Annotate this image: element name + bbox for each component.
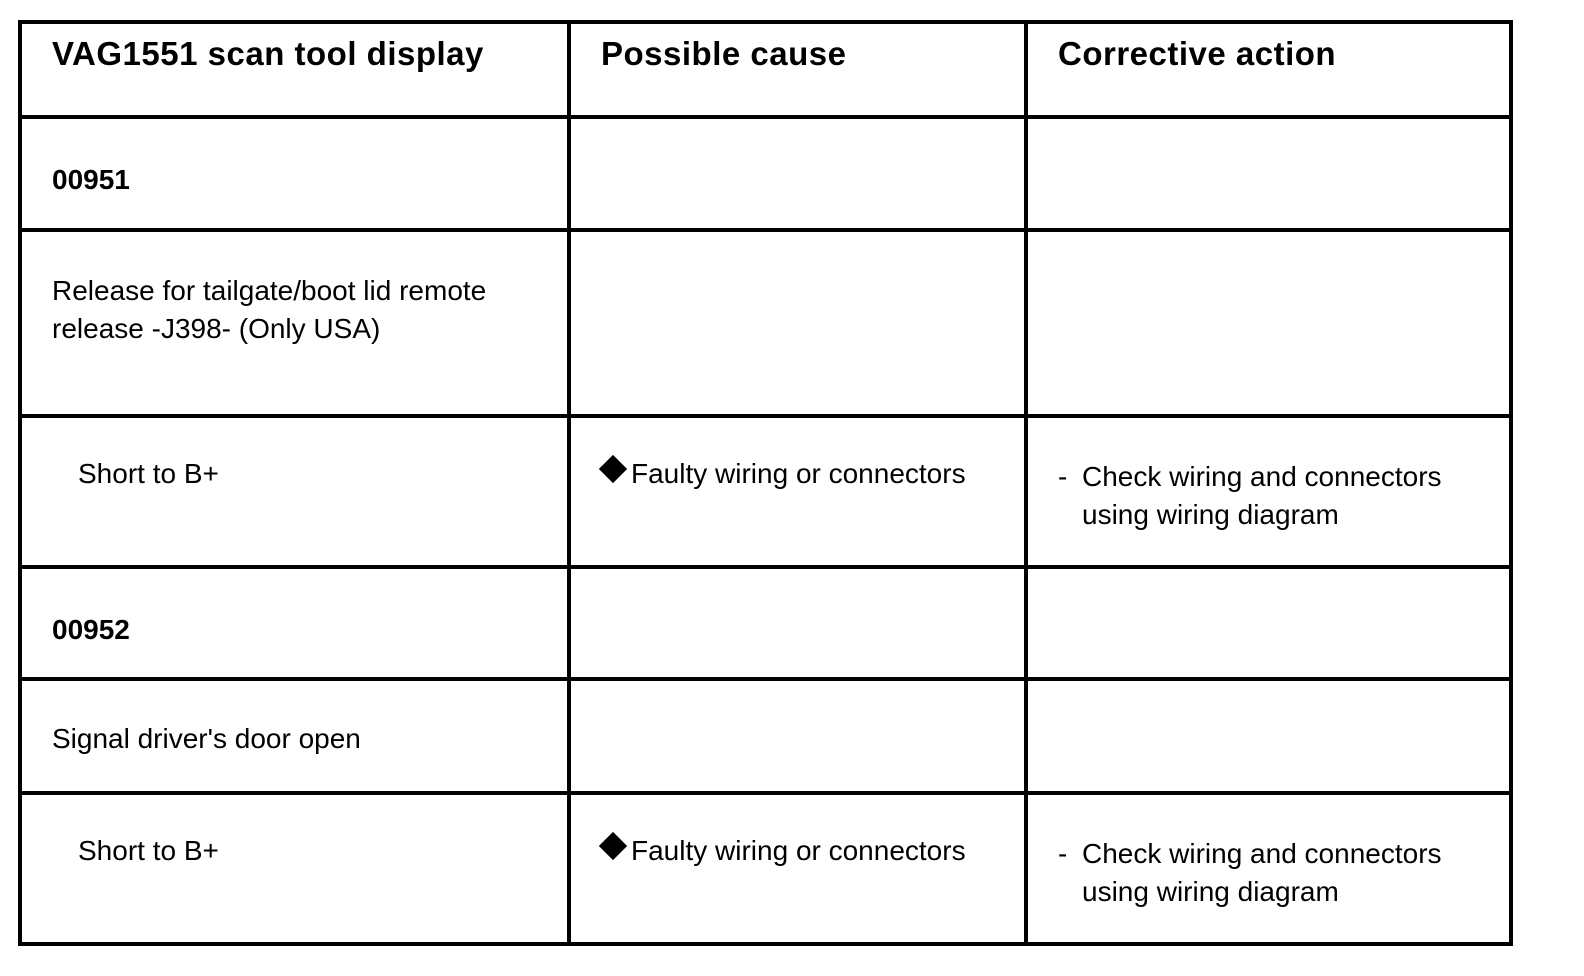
corrective-action-cell [1026, 416, 1511, 567]
fault-description: Release for tailgate/boot lid remote release -J398- (Only USA) [52, 275, 487, 344]
fault-code-cell [20, 567, 569, 679]
fault-symptom-cell [20, 793, 569, 944]
fault-description-cell [20, 679, 569, 793]
fault-code: 00951 [52, 164, 130, 195]
table-row [20, 793, 1511, 944]
table-row [20, 416, 1511, 567]
diamond-bullet-icon [599, 455, 627, 483]
empty-cell [1026, 567, 1511, 679]
table-row [20, 230, 1511, 416]
possible-cause [571, 418, 1024, 490]
header-cause: Possible cause [601, 35, 847, 72]
header-action: Corrective action [1058, 35, 1337, 72]
empty-cell [569, 230, 1026, 416]
possible-cause-text: Faulty wiring or connectors [631, 835, 966, 866]
fault-description: Signal driver's door open [52, 723, 361, 754]
header-display: VAG1551 scan tool display [52, 35, 484, 72]
corrective-action-text: Check wiring and connectors using wiring diagram [1082, 461, 1442, 530]
diamond-bullet-icon [599, 832, 627, 860]
possible-cause-cell [569, 793, 1026, 944]
corrective-action-text: Check wiring and connectors using wiring diagram [1082, 838, 1442, 907]
fault-symptom: Short to B+ [78, 835, 219, 866]
action-bullet: - [1058, 838, 1068, 869]
corrective-action [1028, 418, 1509, 534]
fault-code: 00952 [52, 614, 130, 645]
empty-cell [1026, 117, 1511, 230]
header-cell-display [20, 22, 569, 117]
empty-cell [569, 567, 1026, 679]
empty-cell [569, 117, 1026, 230]
fault-description-cell [20, 230, 569, 416]
corrective-action [1028, 795, 1509, 911]
table-row [20, 679, 1511, 793]
action-bullet: - [1058, 461, 1068, 492]
empty-cell [1026, 230, 1511, 416]
possible-cause [571, 795, 1024, 867]
table-row [20, 567, 1511, 679]
corrective-action-cell [1026, 793, 1511, 944]
header-row [20, 22, 1511, 117]
possible-cause-cell [569, 416, 1026, 567]
table-row [20, 117, 1511, 230]
empty-cell [569, 679, 1026, 793]
header-cell-action [1026, 22, 1511, 117]
empty-cell [1026, 679, 1511, 793]
possible-cause-text: Faulty wiring or connectors [631, 458, 966, 489]
fault-table [18, 20, 1513, 946]
header-cell-cause [569, 22, 1026, 117]
fault-symptom-cell [20, 416, 569, 567]
fault-symptom: Short to B+ [78, 458, 219, 489]
fault-code-cell [20, 117, 569, 230]
